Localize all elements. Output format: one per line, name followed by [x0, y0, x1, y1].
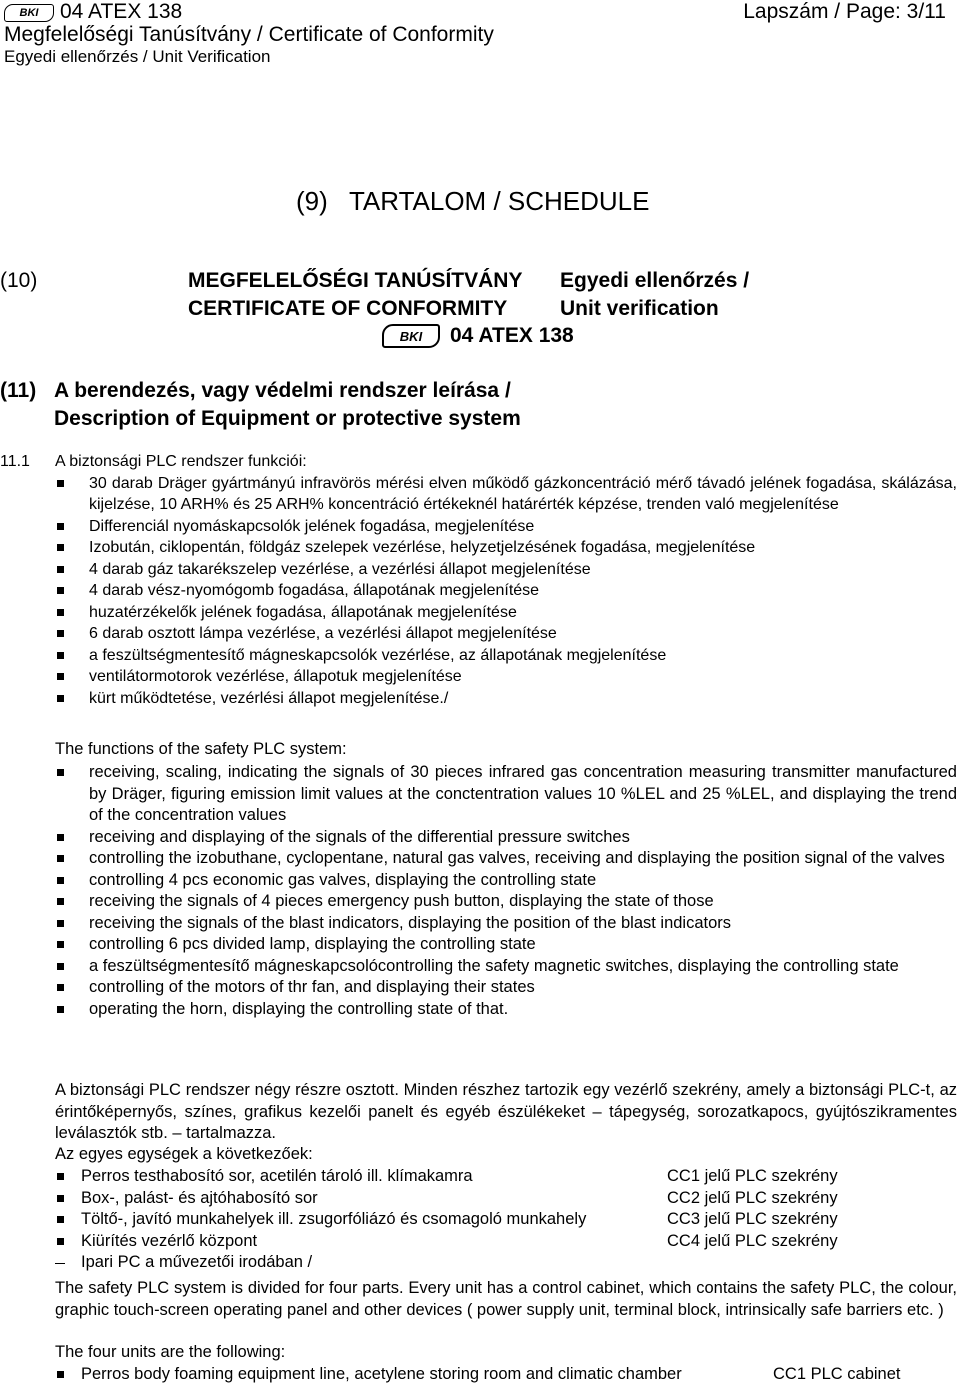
list-item: huzatérzékelők jelének fogadása, állapotának megjelenítése: [55, 602, 957, 624]
hu-functions-list: [55, 473, 957, 710]
cert-title-en: CERTIFICATE OF CONFORMITY: [188, 297, 508, 320]
bki-logo-icon: BKI: [382, 324, 440, 348]
list-item: [55, 1166, 957, 1188]
unit-cabinet: CC4 jelű PLC szekrény: [667, 1231, 838, 1250]
list-item: [55, 1231, 957, 1253]
list-item: Differenciál nyomáskapcsolók jelének fogadása, megjelenítése: [55, 516, 957, 538]
hu-functions-title: A biztonsági PLC rendszer funkciói:: [55, 453, 307, 470]
unit-name: Box-, palást- és ajtóhabosító sor: [81, 1188, 318, 1207]
unit-verification-en: Unit verification: [560, 297, 719, 320]
list-item: controlling 4 pcs economic gas valves, displaying the controlling state: [55, 870, 957, 892]
section-11-title-hu: A berendezés, vagy védelmi rendszer leírása /: [54, 379, 511, 402]
page-label: Lapszám / Page:: [743, 0, 901, 23]
list-item: 4 darab gáz takarékszelep vezérlése, a vezérlési állapot megjelenítése: [55, 559, 957, 581]
section-11-number: (11): [0, 379, 37, 402]
en-units-title: The four units are the following:: [55, 1343, 286, 1361]
hu-units-list: [55, 1166, 957, 1274]
bki-logo-icon: BKI: [4, 4, 54, 22]
list-item: Ipari PC a művezetői irodában /: [55, 1252, 957, 1274]
en-functions-title: The functions of the safety PLC system:: [55, 740, 347, 758]
unit-name: Perros testhabosító sor, acetilén tároló ill. klímakamra: [81, 1167, 473, 1185]
hu-division-paragraph: A biztonsági PLC rendszer négy részre osztott. Minden részhez tartozik egy vezérlő szekrény, amely a biztonsági PLC-t, az érintőképernyős, színes, grafikus kezelői panelt és egyéb észülékeket – tápegység, sorozatkapocs, gyújtószikramentes leválasztók stb. – tartalmazza.: [55, 1081, 957, 1142]
unit-name: Kiürítés vezérlő központ: [81, 1231, 258, 1250]
section-10-number: (10): [0, 269, 38, 292]
page-number: [743, 0, 946, 24]
list-item: kürt működtetése, vezérlési állapot megjelenítése./: [55, 688, 957, 710]
list-item: [55, 1209, 957, 1231]
unit-verification-title: Egyedi ellenőrzés / Unit Verification: [4, 47, 271, 66]
unit-verification-hu: Egyedi ellenőrzés /: [560, 269, 750, 292]
list-item: operating the horn, displaying the controlling state of that.: [55, 999, 957, 1021]
unit-cabinet: CC2 jelű PLC szekrény: [667, 1188, 838, 1207]
unit-name: Perros body foaming equipment line, acetylene storing room and climatic chamber: [81, 1365, 682, 1383]
list-item: controlling the izobuthane, cyclopentane, natural gas valves, receiving and displaying the position signal of the valves: [55, 848, 957, 870]
list-item: [55, 1188, 957, 1210]
list-item: receiving the signals of 4 pieces emergency push button, displaying the state of those: [55, 891, 957, 913]
cert-title-hu: MEGFELELŐSÉGI TANÚSÍTVÁNY: [188, 269, 523, 292]
page-header: [4, 0, 494, 68]
unit-cabinet: CC1 jelű PLC szekrény: [667, 1167, 838, 1185]
subsection-number: 11.1: [0, 453, 30, 470]
section-11: [0, 376, 960, 436]
list-item: 4 darab vész-nyomógomb fogadása, állapotának megjelenítése: [55, 580, 957, 602]
doc-number: 04 ATEX 138: [60, 0, 183, 23]
atex-number: 04 ATEX 138: [450, 324, 574, 347]
list-item: receiving and displaying of the signals of the differential pressure switches: [55, 827, 957, 849]
list-item: ventilátormotorok vezérlése, állapotuk megjelenítése: [55, 666, 957, 688]
page-value: 3/11: [906, 0, 946, 23]
hu-units-title: Az egyes egységek a következőek:: [55, 1145, 313, 1163]
section-11-title-en: Description of Equipment or protective system: [54, 407, 521, 430]
section-10: [0, 266, 960, 326]
list-item: a feszültségmentesítő mágneskapcsolócontrolling the safety magnetic switches, displaying the controlling state: [55, 956, 957, 978]
list-item: 30 darab Dräger gyártmányú infravörös mérési elven működő gázkoncentráció mérő távadó jelének fogadása, skálázása, kijelzése, 10 ARH% és 25 ARH% koncentráció értékeknél határérték képzése, trenden való megjelenítése: [55, 473, 957, 516]
list-item: a feszültségmentesítő mágneskapcsolók vezérlése, az állapotának megjelenítése: [55, 645, 957, 667]
certificate-title: Megfelelőségi Tanúsítvány / Certificate of Conformity: [4, 23, 494, 46]
list-item: [55, 1364, 957, 1386]
en-functions-list: [55, 762, 957, 1020]
en-division-paragraph: The safety PLC system is divided for four parts. Every unit has a control cabinet, which contains the safety PLC, the colour, graphic touch-screen operating panel and other devices ( power supply unit, terminal block, intrinsically safe barriers etc. ): [55, 1279, 957, 1319]
list-item: receiving, scaling, indicating the signals of 30 pieces infrared gas concentration measuring transmitter manufactured by Dräger, figuring emission limit values at the conctentration values 10 %LEL and 25 %LEL, and displaying the trend of the concentration values: [55, 762, 957, 827]
list-item: controlling 6 pcs divided lamp, displaying the controlling state: [55, 934, 957, 956]
en-units-list: [55, 1364, 957, 1386]
list-item: 6 darab osztott lámpa vezérlése, a vezérlési állapot megjelenítése: [55, 623, 957, 645]
unit-cabinet: CC1 PLC cabinet: [773, 1365, 901, 1383]
unit-name: Töltő-, javító munkahelyek ill. zsugorfóliázó és csomagoló munkahely: [81, 1210, 587, 1228]
atex-line: [382, 324, 574, 348]
list-item: receiving the signals of the blast indicators, displaying the position of the blast indicators: [55, 913, 957, 935]
schedule-title: (9) TARTALOM / SCHEDULE: [296, 186, 650, 216]
list-item: Izobután, ciklopentán, földgáz szelepek vezérlése, helyzetjelzésének fogadása, megjelenítése: [55, 537, 957, 559]
unit-cabinet: CC3 jelű PLC szekrény: [667, 1210, 838, 1228]
list-item: controlling of the motors of thr fan, and displaying their states: [55, 977, 957, 999]
